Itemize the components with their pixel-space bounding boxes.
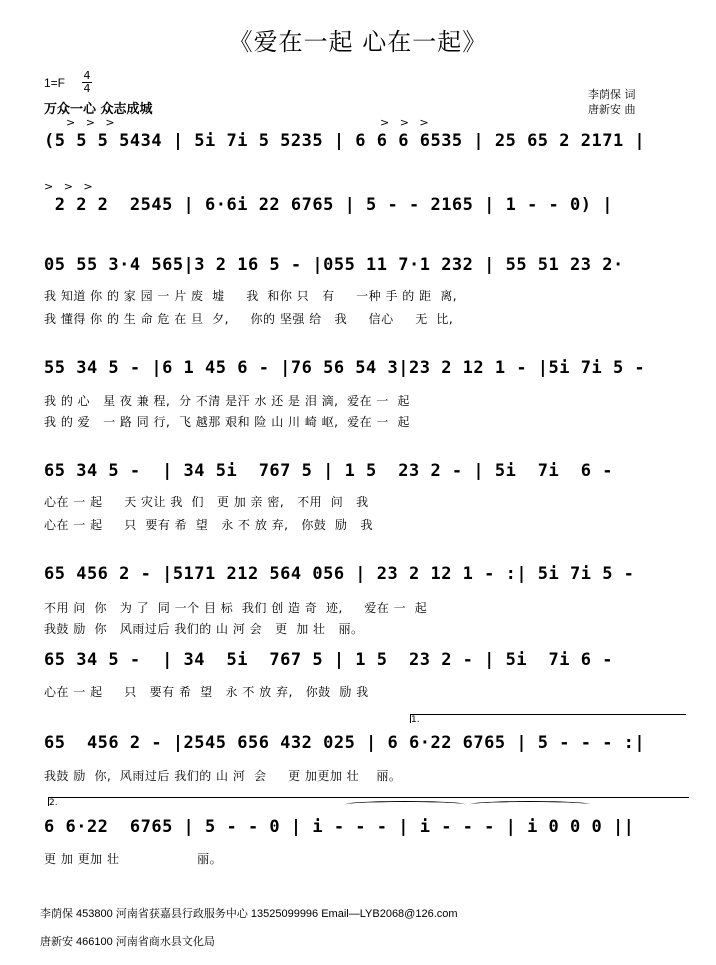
notation-line: (5 5 5 5434 | 5i 7i 5 5235 | 6 6 6 6535 | 25 65 2 2171 | bbox=[44, 131, 646, 151]
tie-slur bbox=[345, 801, 465, 808]
tie-slur bbox=[470, 801, 590, 808]
lyricist-credit: 李荫保 词 bbox=[588, 88, 636, 101]
lyric-verse-2: 我 懂得 你 的 生 命 危 在 旦 夕, 你的 坚强 给 我 信心 无 比, bbox=[44, 312, 454, 326]
volta-2: 2. bbox=[48, 797, 689, 806]
lyric-verse-2: 我鼓 励 你 风雨过后 我们的 山 河 会 更 加 壮 丽。 bbox=[44, 622, 364, 636]
notation-line: 05 55 3·4 565|3 2 16 5 - |055 11 7·1 232 | 55 51 23 2· bbox=[44, 255, 624, 275]
notation-line: 65 34 5 - | 34 5i 767 5 | 1 5 23 2 - | 5i 7i 6 - bbox=[44, 650, 613, 670]
lyric-verse-1: 我 的 心 星 夜 兼 程, 分 不清 是汗 水 还 是 泪 滴, 爱在 一 起 bbox=[44, 394, 411, 408]
lyric-verse-1: 心在 一 起 只 要有 希 望 永 不 放 弃, 你鼓 励 我 bbox=[44, 685, 369, 699]
notation-line: 65 456 2 - |2545 656 432 025 | 6 6·22 6765 | 5 - - - :| bbox=[44, 733, 646, 753]
footer-lyricist-contact: 李荫保 453800 河南省获嘉县行政服务中心 13525099996 Email—LYB2068@126.com bbox=[40, 908, 458, 920]
notation-line: 65 34 5 - | 34 5i 767 5 | 1 5 23 2 - | 5i 7i 6 - bbox=[44, 461, 613, 481]
notation-line: 6 6·22 6765 | 5 - - 0 | i - - - | i - - - | i 0 0 0 || bbox=[44, 817, 635, 837]
song-title: 《爱在一起 心在一起》 bbox=[228, 28, 488, 56]
accent-marks: > > > bbox=[380, 116, 429, 129]
composer-credit: 唐新安 曲 bbox=[588, 103, 636, 116]
notation-line: 55 34 5 - |6 1 45 6 - |76 56 54 3|23 2 12 1 - |5i 7i 5 - bbox=[44, 358, 646, 378]
footer-composer-contact: 唐新安 466100 河南省商水县文化局 bbox=[40, 936, 215, 948]
time-signature bbox=[82, 70, 92, 95]
time-bottom: 4 bbox=[83, 82, 91, 95]
lyric-verse-1: 更 加 更加 壮 丽。 bbox=[44, 852, 223, 866]
lyric-verse-1: 不用 问 你 为 了 同 一个 目 标 我们 创 造 奇 迹, 爱在 一 起 bbox=[44, 601, 428, 615]
lyric-verse-2: 我 的 爱 一 路 同 行, 飞 越那 艰和 险 山 川 崎 岖, 爱在 一 起 bbox=[44, 415, 411, 429]
notation-line: 65 456 2 - |5171 212 564 056 | 23 2 12 1 - :| 5i 7i 5 - bbox=[44, 564, 635, 584]
subtitle: 万众一心 众志成城 bbox=[44, 102, 153, 117]
lyric-verse-2: 心在 一 起 只 要有 希 望 永 不 放 弃, 你鼓 励 我 bbox=[44, 518, 373, 532]
time-top: 4 bbox=[83, 69, 91, 82]
volta-1: 1. bbox=[410, 714, 686, 723]
lyric-verse-1: 心在 一 起 天 灾让 我 们 更 加 亲 密, 不用 问 我 bbox=[44, 495, 369, 509]
lyric-verse-1: 我 知道 你 的 家 园 一 片 废 墟 我 和你 只 有 一种 手 的 距 离, bbox=[44, 289, 458, 303]
accent-marks: > > > bbox=[44, 180, 93, 193]
lyric-verse-1: 我鼓 励 你, 风雨过后 我们的 山 河 会 更 加更加 壮 丽。 bbox=[44, 769, 402, 783]
notation-line: 2 2 2 2545 | 6·6i 22 6765 | 5 - - 2165 | 1 - - 0) | bbox=[44, 195, 613, 215]
key-signature: 1=F bbox=[44, 76, 66, 90]
accent-marks: > > > bbox=[66, 116, 115, 129]
